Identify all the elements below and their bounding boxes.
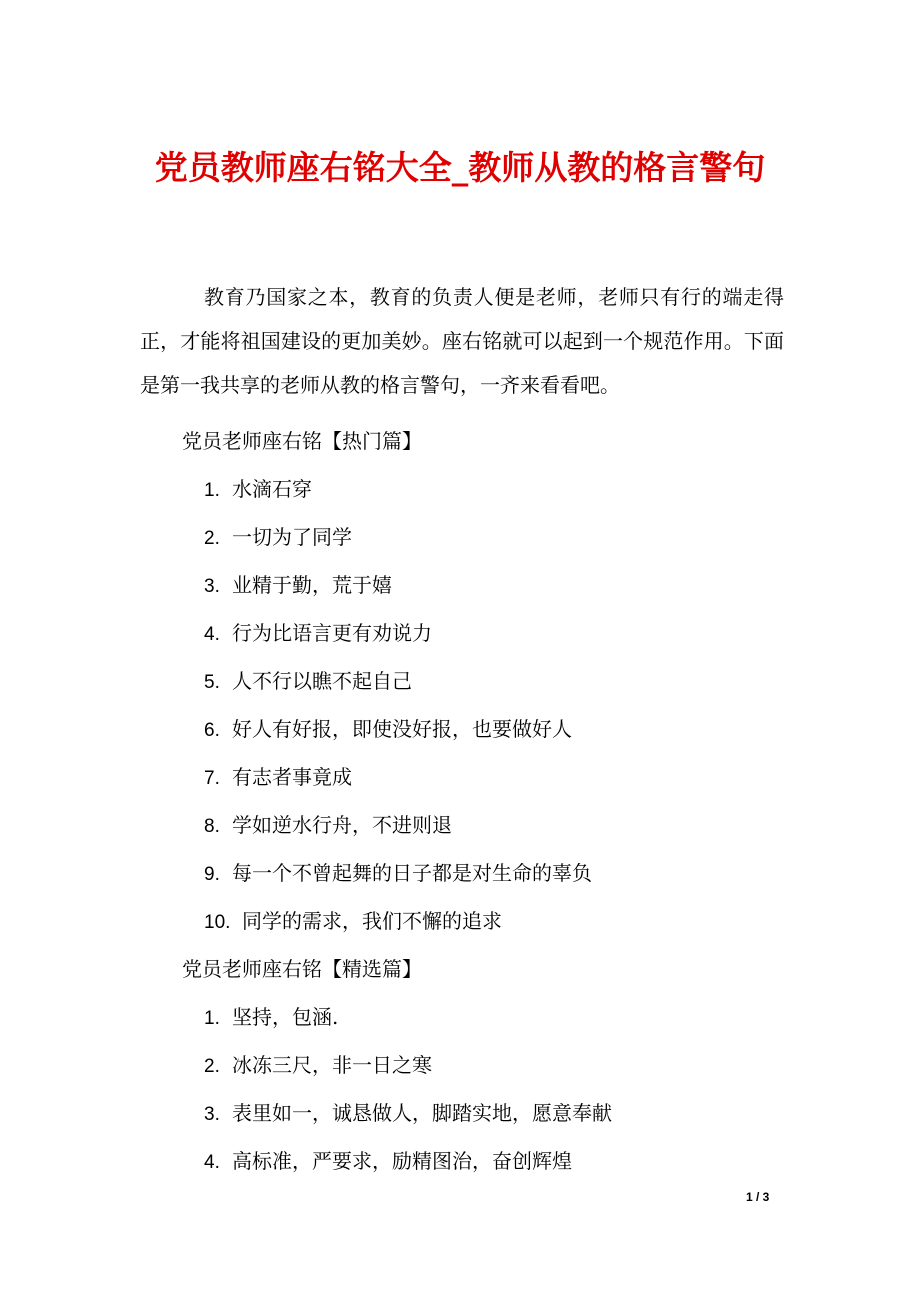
list-item [204,523,352,553]
list-item-number: 2. [204,1056,220,1077]
list-item-number: 3. [204,576,220,597]
list-item [204,571,392,601]
list-item-number: 5. [204,672,220,693]
list-item-text: 学如逆水行舟，不进则退 [232,813,452,837]
list-item [204,1003,338,1033]
list-item-text: 每一个不曾起舞的日子都是对生命的辜负 [232,861,592,885]
section-heading-hot: 党员老师座右铭【热门篇】 [182,429,422,453]
section-heading-selected: 党员老师座右铭【精选篇】 [182,957,422,981]
list-item-number: 1. [204,1008,220,1029]
list-item [204,811,452,841]
list-item [204,1147,572,1177]
list-item-number: 4. [204,624,220,645]
list-item [204,1051,432,1081]
list-item-number: 7. [204,768,220,789]
list-item-text: 表里如一，诚恳做人，脚踏实地，愿意奉献 [232,1101,612,1125]
intro-paragraph: 教育乃国家之本，教育的负责人便是老师，老师只有行的端走得正，才能将祖国建设的更加美妙。座右铭就可以起到一个规范作用。下面是第一我共享的老师从教的格言警句，一齐来看看吧。 [140,285,784,397]
list-item-text: 冰冻三尺，非一日之寒 [232,1053,432,1077]
list-item-number: 8. [204,816,220,837]
list-item [204,715,572,745]
list-item-number: 10. [204,912,231,933]
list-item-number: 2. [204,528,220,549]
list-item-number: 6. [204,720,220,741]
list-item-text: 有志者事竟成 [232,765,352,789]
list-item-number: 1. [204,480,220,501]
page-number: 1 / 3 [746,1190,770,1204]
list-item-text: 高标准，严要求，励精图治，奋创辉煌 [232,1149,572,1173]
list-item [204,619,432,649]
list-item-text: 水滴石穿 [232,477,312,501]
list-item-number: 3. [204,1104,220,1125]
list-item-text: 业精于勤，荒于嬉 [232,573,392,597]
list-item [204,667,412,697]
list-item [204,859,592,889]
list-item [204,763,352,793]
list-item-text: 好人有好报，即使没好报，也要做好人 [232,717,572,741]
list-item-text: 人不行以瞧不起自己 [232,669,412,693]
list-item-number: 4. [204,1152,220,1173]
list-item-text: 坚持，包涵. [232,1005,339,1029]
list-item-text: 同学的需求，我们不懈的追求 [242,909,502,933]
list-item-text: 一切为了同学 [232,525,352,549]
page-title: 党员教师座右铭大全_教师从教的格言警句 [154,148,766,187]
list-item-text: 行为比语言更有劝说力 [232,621,432,645]
list-item [204,907,502,937]
list-item [204,1099,612,1129]
list-item-number: 9. [204,864,220,885]
list-item [204,475,312,505]
